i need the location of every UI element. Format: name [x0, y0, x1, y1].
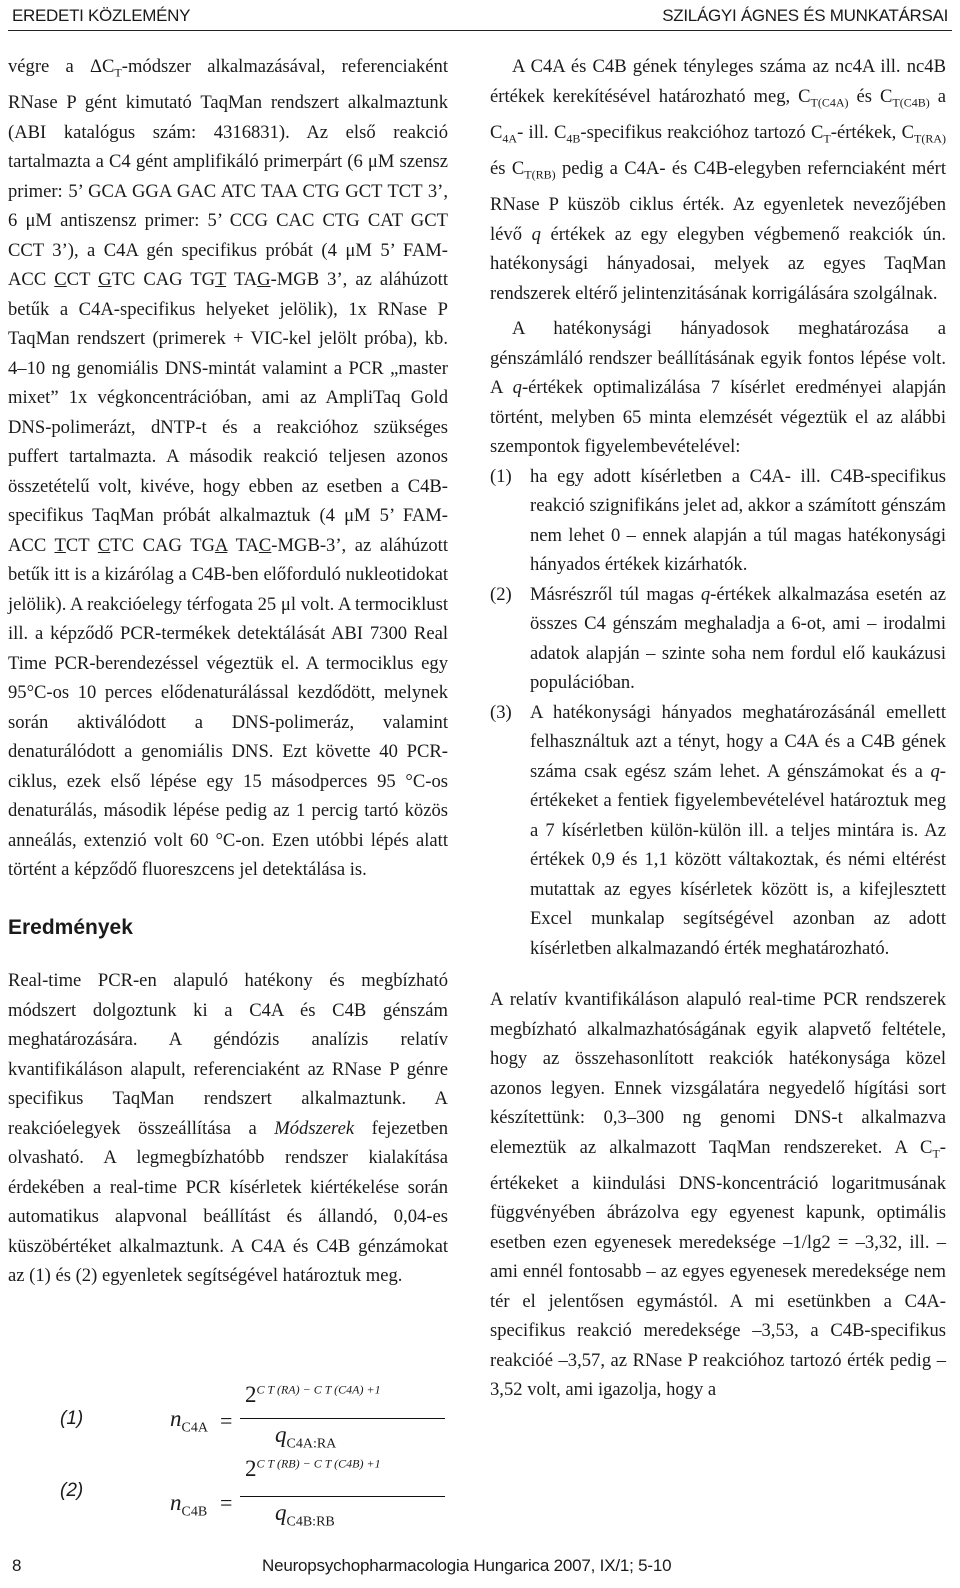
equation-label: (2) — [60, 1480, 84, 1501]
header-rule — [8, 30, 952, 31]
authors-label: SZILÁGYI ÁGNES ÉS MUNKATÁRSAI — [662, 6, 948, 25]
list-item: (2) Másrészről túl magas q-értékek alkalmazása esetén az összes C4 génszám meghaladja a 6-ot, ami – irodalmi adatok alapján – szinte soha nem fordul elő kaukázusi populációban. — [490, 583, 947, 694]
criteria-list — [490, 462, 946, 964]
right-column — [490, 52, 946, 1405]
running-header — [0, 0, 960, 32]
equation-denominator: $q_{C4A:RA}$ — [275, 1422, 337, 1452]
equation-label: (1) — [60, 1408, 84, 1429]
efficiency-paragraph: A hatékonysági hányadosok meghatározása a génszámláló rendszer beállításának egyik fontos lépése volt. A q-értékek optimalizálása 7 kísérlet eredményei alapján történt, melyben 65 minta elemzését végeztük el az alábbi szempontok figyelembevételével: — [490, 318, 946, 458]
journal-citation: Neuropsychopharmacologia Hungarica 2007, IX/1; 5-10 — [262, 1556, 672, 1575]
page-footer — [0, 1552, 960, 1582]
list-item: (1) ha egy adott kísérletben a C4A- ill. C4B-specifikus reakció szignifikáns jelet ad, akkor a számított génszám nem lehet 0 – ennek alapján a túl magas hatékonysági hányados értékek kizárhatók. — [490, 465, 946, 576]
equation-denominator: $q_{C4B:RB}$ — [275, 1500, 335, 1530]
section-label: EREDETI KÖZLEMÉNY — [12, 6, 191, 25]
fraction-bar — [240, 1496, 445, 1497]
equation-lhs: $n_{C4B}$ — [170, 1490, 208, 1520]
equation-1 — [60, 1378, 440, 1452]
results-paragraph: Real-time PCR-en alapuló hatékony és megbízható módszert dolgoztunk ki a C4A és C4B génszám meghatározására. A géndózis analízis relatív kvantifikáláson alapult, referenciaként az RNase P génre specifikus TaqMan rendszert alkalmaztunk. A reakcióelegyek összeállítása a Módszerek fejezetben olvasható. A legmegbízhatóbb rendszer kialakítása érdekében a real-time PCR kísérletek kiértékelése során automatikus alapvonal beállítást és állandó, 0,04-es küszöbértéket alkalmaztunk. A C4A és C4B génzámokat az (1) és (2) egyenletek segítségével határoztuk meg. — [8, 970, 449, 1287]
left-column — [8, 52, 448, 1291]
methods-paragraph: végre a $\Delta C_T$-módszer alkalmazásával, referenciaként RNase P gént kimutató TaqMan rendszert alkalmaztunk (ABI katalógus szám: 4316831). Az első reakció tartalmazta a C4 gént amplifikáló primerpárt (6 μM szensz primer: 5’ GCA GGA GAC ATC TAA CTG GCT TCT 3’, 6 μM antiszensz primer: 5’ CCG CAC CTG CAT GCT CCT 3’), a C4A gén specifikus próbát (4 μM 5’ FAM-ACC CCT GTC CAG TGT TAG-MGB 3’, az aláhúzott betűk a C4A-specifikus helyeket jelölik), 1x RNase P TaqMan rendszert (primerek + VIC-kel jelölt próba), kb. 4–10 ng genomiális DNS-mintát valamint a PCR „master mixet” 1x végkoncentrációban, ami az AmpliTaq Gold DNS-polimerázt, dNTP-t és a reakcióhoz szükséges puffert tartalmazta. A második reakció teljesen azonos összetételű volt, kivéve, hogy ebben az esetben a C4B-specifikus TaqMan próbát alkalmaztuk (4 μM 5’ FAM-ACC TCT CTC CAG TGA TAC-MGB-3’, az aláhúzott betűk itt is a kizárólag a C4B-ben előforduló nukleotidokat jelölik). A reakcióelegy térfogata 25 μl volt. A termociklust ill. a képződő PCR-termékek detektálását ABI 7300 Real Time PCR-berendezéssel végeztük el. A termociklus egy 95°C-os 10 perces elődenaturálással kezdődött, melynek során aktiválódott a DNS-polimeráz, valamint denaturálódott a genomiális DNS. Ezt követte 40 PCR-ciklus, ezek első lépése egy 15 másodperces 95 °C-os denaturálás, második lépése pedig az 1 percig tartó közös anneálás, extenzió volt 60 °C-on. Ezen utóbbi lépés alatt történt a képződő fluoreszcens jel detektálása is. — [8, 56, 449, 881]
equation-lhs: $n_{C4A}$ — [170, 1406, 208, 1436]
equals-sign: = — [220, 1490, 233, 1515]
equation-numerator: $2^{C T (RB) - C T (C4B) +1}$ — [245, 1456, 381, 1481]
equation-2 — [60, 1452, 440, 1530]
equals-sign: = — [220, 1408, 233, 1433]
list-item: (3) A hatékonysági hányados meghatározásánál emellett felhasználtuk azt a tényt, hogy a C4A és a C4B gének száma csak egész szám lehet. A génszámokat és a q-értékeket a fentiek figyelembevételével határoztuk meg a 7 kísérletben külön-külön ill. a teljes mintára is. Az értékek 0,9 és 1,1 között váltakoztak, és némi eltérést mutattak az egyes kísérletek között is, a kifejlesztett Excel munkalap segítségével azonban az adott kísérletben alkalmazandó érték meghatározható. — [490, 701, 946, 959]
results-heading: Eredmények — [8, 915, 133, 939]
page-number: 8 — [12, 1556, 22, 1575]
equation-numerator: $2^{C T (RA) - C T (C4A) +1}$ — [245, 1382, 381, 1407]
gene-count-paragraph: A C4A és C4B gének tényleges száma az nc4A ill. nc4B értékek kerekítésével határozható meg, $C_{T(C4A)}$ és $C_{T(C4B)}$ a $C_{4A}-$ ill. $C_{4B}$-specifikus reakcióhoz tartozó $C_T$-értékek, $C_{T(RA)}$ és $C_{T(RB)}$ pedig a C4A- és C4B-elegyben refernciaként mért RNase P küszöb ciklus érték. Az egyenletek nevezőjében lévő q értékek az egy elegyben végbemenő reakciók ún. hatékonysági hányadosai, melyek az egyes TaqMan rendszerek eltérő jelintenzitásának korrigálására szolgálnak. — [490, 56, 947, 304]
validation-paragraph: A relatív kvantifikáláson alapuló real-time PCR rendszerek megbízható alkalmazhatóságának egyik alapvető feltétele, hogy az összehasonlított reakciók hatékonysága közel azonos legyen. Ennek vizsgálatára negyedelő hígítási sort készítettünk: 0,3–300 ng genomi DNS-t alkalmazva elemeztük az alkalmazott TaqMan rendszereket. A $C_T$-értékeket a kiindulási DNS-koncentráció logaritmusának függvényében ábrázolva egy egyenest kapunk, optimális esetben ezen egyenesek meredeksége –1/lg2 = –3,32, ill. – ami ennél fontosabb – az egyes egyenesek meredeksége nem tér el jelentősen egymástól. A mi esetünkben a C4A-specifikus reakció meredeksége –3,53, a C4B-specifikus reakcióé –3,57, az RNase P reakcióhoz tartozó érték pedig –3,52 volt, ami igazolja, hogy a — [490, 989, 946, 1401]
fraction-bar — [240, 1418, 445, 1419]
